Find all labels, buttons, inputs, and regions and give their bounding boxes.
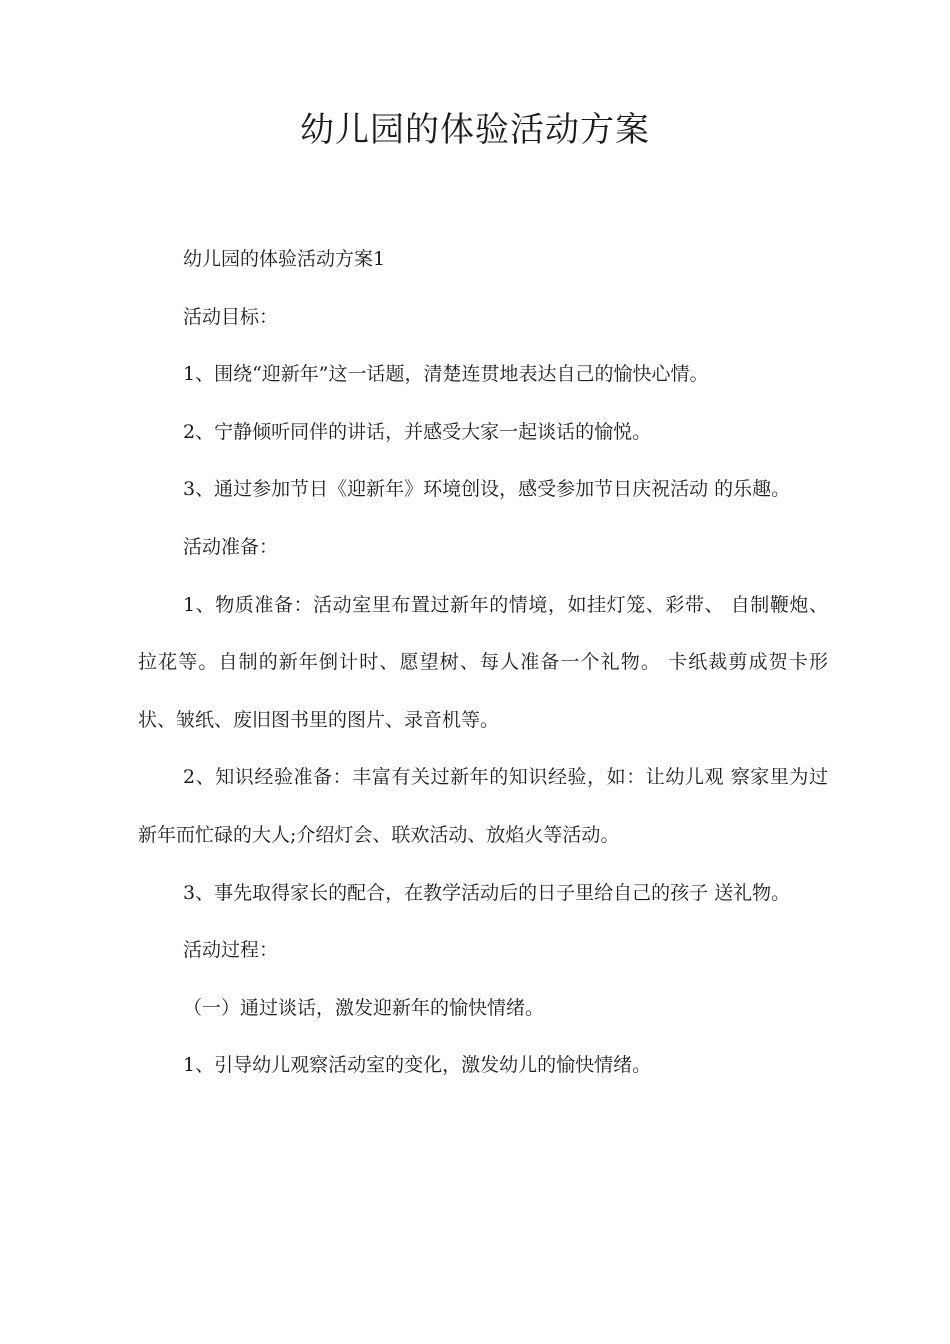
document-body <box>138 231 828 1095</box>
paragraph: 1、引导幼儿观察活动室的变化，激发幼儿的愉快情绪。 <box>183 1054 652 1077</box>
document-title: 幼儿园的体验活动方案 <box>300 110 650 150</box>
paragraph: 1、围绕“迎新年”这一话题，清楚连贯地表达自己的愉快心情。 <box>183 363 709 386</box>
paragraph: （一）通过谈话，激发迎新年的愉快情绪。 <box>183 996 545 1019</box>
paragraph-heading-goals: 活动目标： <box>183 305 279 328</box>
paragraph: 1、物质准备：活动室里布置过新年的情境，如挂灯笼、彩带、 自制鞭炮、拉花等。自制的新年倒计时、愿望树、每人准备一个礼物。 卡纸裁剪成贺卡形状、皱纸、废旧图书里的图片、录音机等。 <box>138 593 828 731</box>
paragraph: 3、通过参加节日《迎新年》环境创设，感受参加节日庆祝活动 的乐趣。 <box>183 478 791 501</box>
section-heading: 幼儿园的体验活动方案1 <box>183 248 386 270</box>
paragraph: 2、宁静倾听同伴的讲话，并感受大家一起谈话的愉悦。 <box>183 420 652 443</box>
paragraph: 2、知识经验准备：丰富有关过新年的知识经验，如：让幼儿观 察家里为过新年而忙碌的大人;介绍灯会、联欢活动、放焰火等活动。 <box>138 766 828 846</box>
paragraph-heading-process: 活动过程： <box>183 939 279 962</box>
paragraph: 3、事先取得家长的配合，在教学活动后的日子里给自己的孩子 送礼物。 <box>183 881 791 904</box>
paragraph-heading-preparation: 活动准备： <box>183 535 279 558</box>
